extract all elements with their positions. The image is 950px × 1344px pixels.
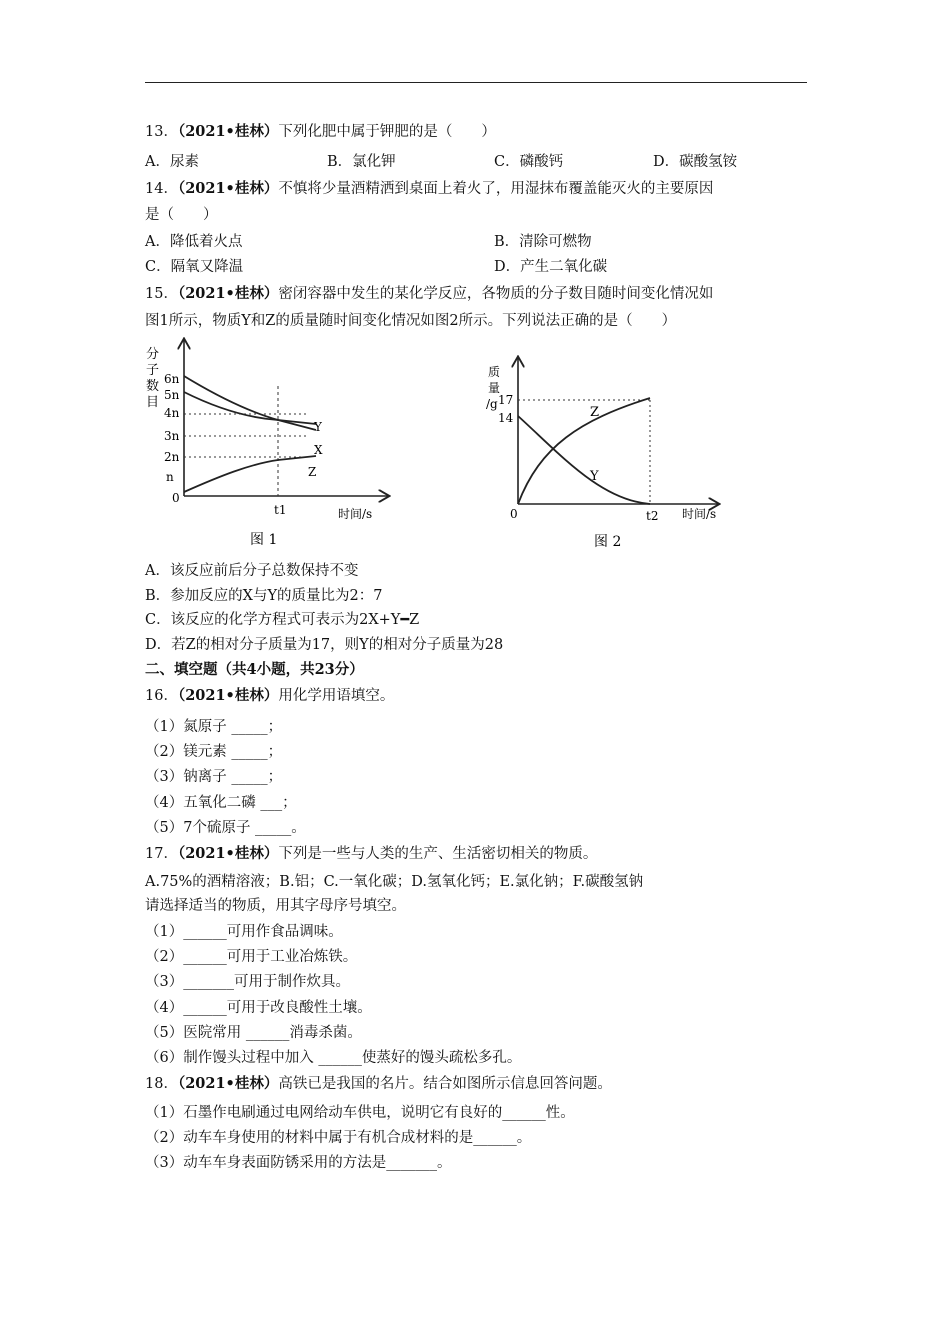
question-15-stem: 15．（2021•桂林）密闭容器中发生的某化学反应，各物质的分子数目随时间变化情况如	[145, 285, 714, 302]
q18-item-3: （3）动车车身表面防锈采用的方法是_______。	[145, 1155, 452, 1171]
q17-item-5: （5）医院常用 ______消毒杀菌。	[145, 1025, 362, 1041]
fig1-ytick-3n: 3n	[164, 429, 180, 443]
fig2-origin: 0	[510, 507, 518, 521]
header-rule	[145, 82, 807, 83]
fig1-origin: 0	[172, 491, 180, 505]
q15-option-a: A．该反应前后分子总数保持不变	[145, 563, 359, 579]
question-18-stem: 18．（2021•桂林）高铁已是我国的名片。结合如图所示信息回答问题。	[145, 1075, 612, 1092]
fig1-ytick-n: n	[166, 470, 174, 484]
fig1-ytick-4n: 4n	[164, 406, 180, 420]
fig1-ytick-6n: 6n	[164, 372, 180, 386]
fig2-ylabel-1: 质	[488, 365, 501, 379]
fig1-xlabel: 时间/s	[338, 507, 373, 521]
figure-2	[470, 354, 750, 554]
q13-option-a: A．尿素	[145, 154, 199, 170]
q18-item-2: （2）动车车身使用的材料中属于有机合成材料的是______。	[145, 1130, 532, 1146]
fig1-label-z: Z	[308, 465, 317, 479]
fig1-ylabel-4: 目	[146, 395, 160, 410]
q16-item-1: （1）氮原子 _____；	[145, 719, 283, 735]
q15-option-b: B．参加反应的X与Y的质量比为2：7	[145, 588, 383, 604]
q14-option-b: B．清除可燃物	[494, 234, 592, 250]
fig2-curve-y	[518, 416, 650, 504]
fig1-ylabel-1: 分	[146, 347, 160, 362]
q13-option-d: D．碳酸氢铵	[653, 154, 738, 170]
fig2-label-y: Y	[590, 469, 599, 484]
q15-option-c: C．该反应的化学方程式可表示为2X+Y━Z	[145, 612, 420, 628]
fig2-xlabel: 时间/s	[682, 507, 717, 521]
q17-item-6: （6）制作馒头过程中加入 ______使蒸好的馒头疏松多孔。	[145, 1050, 522, 1066]
q16-item-5: （5）7个硫原子 _____。	[145, 820, 306, 836]
fig1-curve-y	[184, 392, 316, 424]
fig2-xtick-t2: t2	[646, 509, 659, 523]
fig2-curve-z	[518, 398, 650, 504]
figure-1	[140, 336, 400, 552]
q17-instruction: 请选择适当的物质，用其字母序号填空。	[145, 898, 406, 914]
q16-item-4: （4）五氧化二磷 ___；	[145, 795, 297, 811]
q14-option-c: C．隔氧又降温	[145, 259, 244, 275]
q17-item-2: （2）______可用于工业冶炼铁。	[145, 949, 358, 965]
question-14-stem: 14．（2021•桂林）不慎将少量酒精洒到桌面上着火了，用湿抹布覆盖能灭火的主要原因	[145, 180, 714, 197]
question-15-stem-cont: 图1所示，物质Y和Z的质量随时间变化情况如图2所示。下列说法正确的是（ ）	[145, 313, 677, 329]
q17-item-3: （3）_______可用于制作炊具。	[145, 974, 350, 990]
q14-option-a: A．降低着火点	[145, 234, 243, 250]
fig1-label-x: X	[314, 443, 323, 457]
fig2-ylabel-2: 量	[488, 381, 501, 395]
question-13-stem: 13．（2021•桂林）下列化肥中属于钾肥的是（ ）	[145, 123, 496, 140]
fig1-ylabel-2: 子	[146, 363, 160, 378]
fig2-ytick-14: 14	[498, 411, 514, 425]
fig1-caption: 图 1	[250, 532, 278, 548]
fig2-ylabel-3: /g	[486, 397, 498, 411]
fig1-ytick-2n: 2n	[164, 450, 180, 464]
q14-option-d: D．产生二氧化碳	[494, 259, 608, 275]
q16-item-2: （2）镁元素 _____；	[145, 744, 283, 760]
fig2-ytick-17: 17	[498, 393, 514, 407]
section-2-heading: 二、填空题（共4小题，共23分）	[145, 661, 364, 678]
question-17-stem: 17．（2021•桂林）下列是一些与人类的生产、生活密切相关的物质。	[145, 845, 598, 862]
q16-item-3: （3）钠离子 _____；	[145, 769, 283, 785]
fig1-label-y: Y	[314, 420, 322, 434]
q13-option-c: C．磷酸钙	[494, 154, 564, 170]
fig2-label-z: Z	[590, 405, 600, 420]
question-14-stem-cont: 是（ ）	[145, 207, 218, 223]
fig1-curve-z	[184, 456, 316, 492]
q17-item-1: （1）______可用作食品调味。	[145, 924, 343, 940]
fig1-ylabel-3: 数	[146, 379, 160, 394]
q15-option-d: D．若Z的相对分子质量为17，则Y的相对分子质量为28	[145, 637, 504, 653]
fig1-xtick-t1: t1	[274, 503, 287, 517]
fig1-ytick-5n: 5n	[164, 388, 180, 402]
question-16-stem: 16．（2021•桂林）用化学用语填空。	[145, 687, 395, 704]
q17-item-4: （4）______可用于改良酸性土壤。	[145, 1000, 372, 1016]
q17-choices: A.75%的酒精溶液；B.铝；C.一氧化碳；D.氢氧化钙；E.氯化钠；F.碳酸氢钠	[145, 874, 644, 890]
q13-option-b: B．氯化钾	[327, 154, 396, 170]
q18-item-1: （1）石墨作电刷通过电网给动车供电，说明它有良好的______性。	[145, 1105, 575, 1121]
fig2-caption: 图 2	[594, 534, 622, 550]
